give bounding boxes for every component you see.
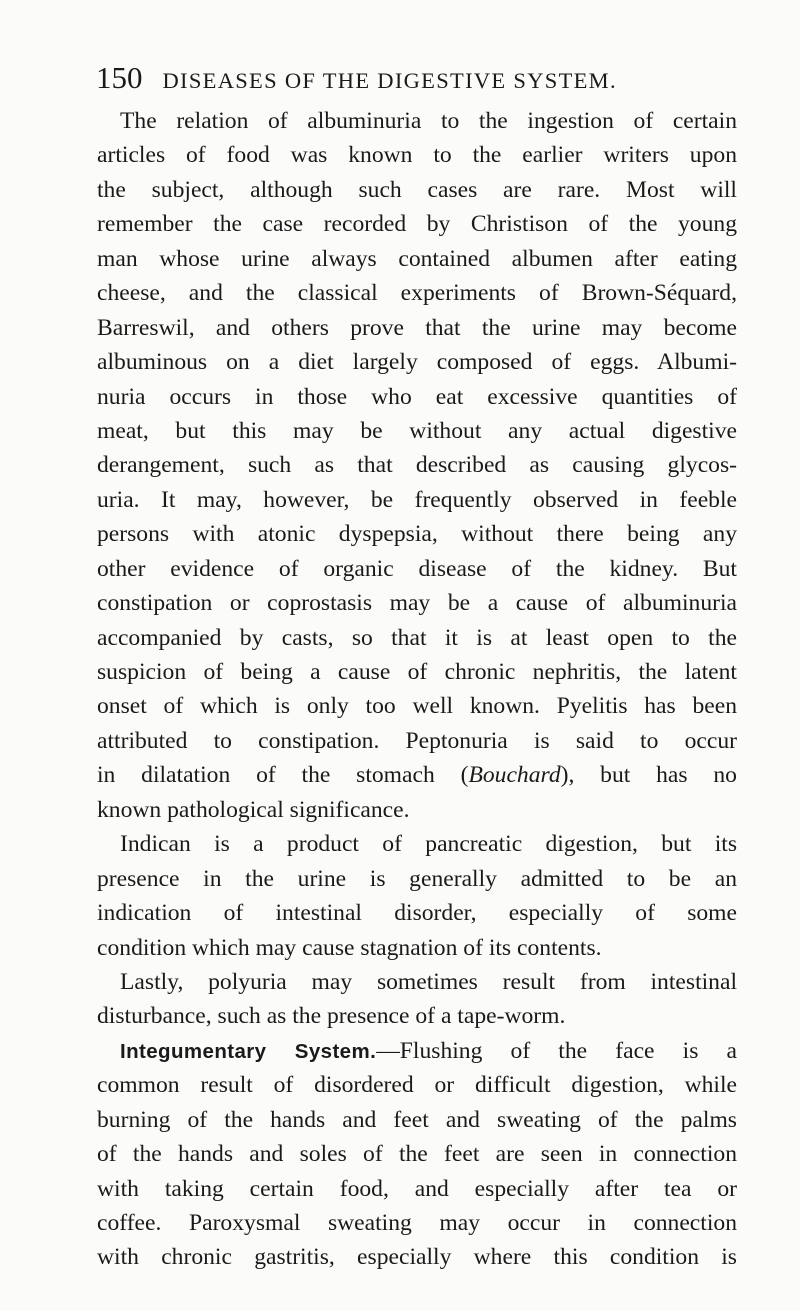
text-line: other evidence of organic disease of the kidney. But [97, 555, 737, 582]
text-line-with-citation [97, 758, 737, 792]
page-number: 150 [96, 60, 143, 95]
text-line: meat, but this may be without any actual digestive [97, 417, 737, 444]
text-line: persons with atonic dyspepsia, without there being any [97, 521, 737, 548]
text-line: nuria occurs in those who eat excessive quantities of [97, 383, 737, 410]
text-segment: in dilatation of the stomach ( [97, 762, 469, 789]
text-line: cheese, and the classical experiments of Brown-Séquard, [97, 280, 737, 307]
text-line: The relation of albuminuria to the ingestion of certain [120, 108, 737, 134]
text-line: Barreswil, and others prove that the urine may become [97, 314, 737, 341]
text-line: of the hands and soles of the feet are seen in connection [97, 1141, 737, 1168]
page-header [96, 60, 716, 100]
text-line: albuminous on a diet largely composed of eggs. Albumi- [97, 349, 737, 376]
text-line: suspicion of being a cause of chronic nephritis, the latent [97, 659, 737, 685]
citation-bouchard: Bouchard [468, 762, 561, 789]
text-line: uria. It may, however, be frequently observed in feeble [97, 486, 737, 513]
text-segment: ), but has no [560, 762, 737, 789]
text-line: remember the case recorded by Christison of the young [97, 211, 737, 238]
text-line: burning of the hands and feet and sweating of the palms [97, 1106, 737, 1133]
text-line-with-heading [97, 1034, 737, 1068]
text-line: coffee. Paroxysmal sweating may occur in connection [97, 1210, 737, 1236]
text-line: condition which may cause stagnation of its contents. [97, 934, 602, 961]
text-segment: —Flushing of the face is a [376, 1037, 737, 1064]
text-line: attributed to constipation. Peptonuria is said to occur [97, 727, 737, 754]
text-line: presence in the urine is generally admitted to be an [97, 865, 737, 892]
text-line: man whose urine always contained albumen after eating [97, 245, 737, 272]
text-line: the subject, although such cases are rare. Most will [97, 176, 737, 203]
text-line: with chronic gastritis, especially where this condition is [97, 1244, 737, 1271]
text-line: derangement, such as that described as causing glycos- [97, 452, 737, 479]
text-line: common result of disordered or difficult digestion, while [97, 1072, 737, 1099]
text-line: accompanied by casts, so that it is at least open to the [97, 624, 737, 651]
text-line: disturbance, such as the presence of a tape-worm. [97, 1003, 566, 1030]
text-line: Indican is a product of pancreatic digestion, but its [120, 831, 737, 858]
running-head: DISEASES OF THE DIGESTIVE SYSTEM. [162, 68, 617, 93]
body-text [97, 104, 737, 1275]
text-line: known pathological significance. [97, 796, 410, 823]
section-heading-integumentary: Integumentary System. [120, 1039, 377, 1063]
text-line: indication of intestinal disorder, especially of some [97, 900, 737, 927]
text-line: onset of which is only too well known. Pyelitis has been [97, 693, 737, 720]
text-line: Lastly, polyuria may sometimes result from intestinal [120, 968, 737, 995]
text-line: articles of food was known to the earlier writers upon [97, 142, 737, 169]
text-line: with taking certain food, and especially after tea or [97, 1175, 737, 1202]
text-line: constipation or coprostasis may be a cause of albuminuria [97, 590, 737, 617]
